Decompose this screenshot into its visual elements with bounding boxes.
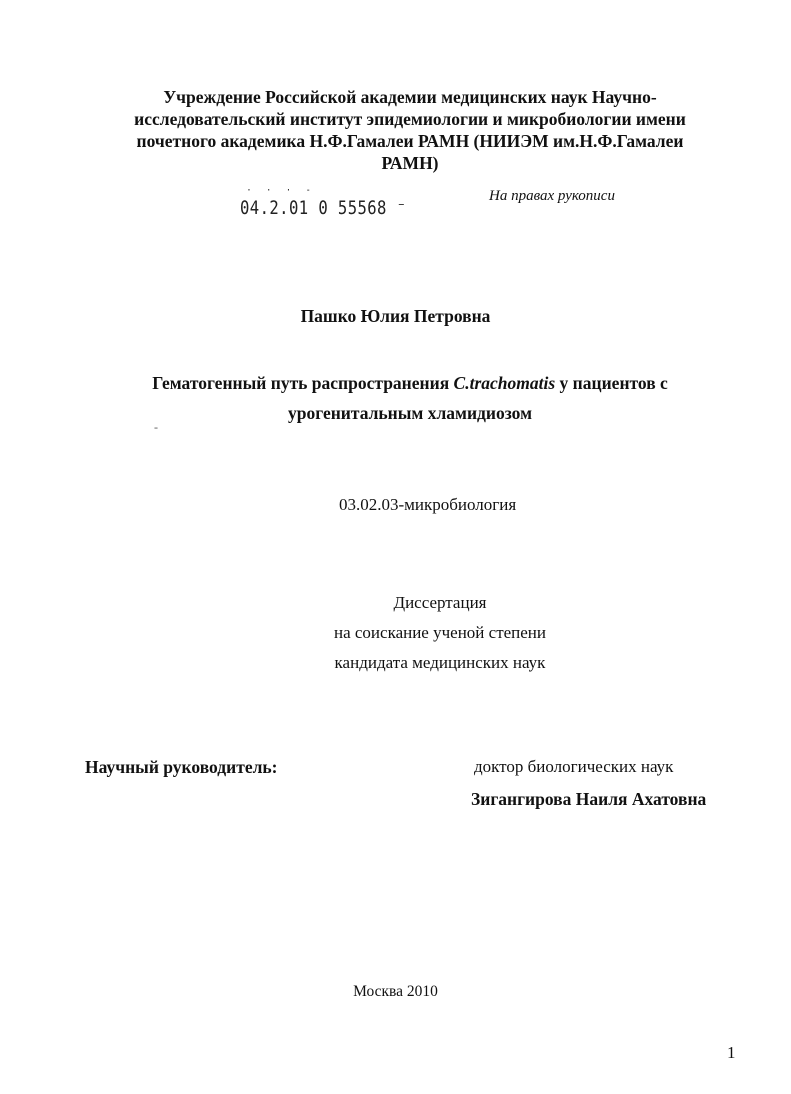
manuscript-rights: На правах рукописи — [489, 188, 615, 204]
institution-line-2: исследовательский институт эпидемиологии и микробиологии имени — [134, 109, 686, 129]
dissertation-degree — [280, 588, 600, 678]
scan-artifact: - — [154, 420, 158, 434]
title-suffix: у пациентов с — [555, 373, 668, 393]
page-number: 1 — [727, 1043, 736, 1062]
title-line-2: урогенитальным хламидиозом — [288, 403, 532, 423]
supervisor-label: Научный руководитель: — [85, 757, 278, 777]
dissertation-title — [90, 368, 730, 428]
specialty-code: 03.02.03-микробиология — [339, 495, 517, 514]
stamp-dash: ⁻ — [386, 197, 407, 219]
institution-line-4: РАМН) — [381, 153, 439, 173]
registration-number: 04.2.01 0 55568 — [240, 197, 387, 219]
dissertation-line-1: Диссертация — [393, 593, 487, 612]
institution-heading — [100, 86, 720, 174]
stamp-marks: · · · - — [246, 185, 316, 196]
institution-line-3: почетного академика Н.Ф.Гамалеи РАМН (НИИЭМ им.Н.Ф.Гамалеи — [136, 131, 684, 151]
city-year: Москва 2010 — [353, 983, 438, 1000]
title-prefix: Гематогенный путь распространения — [152, 373, 454, 393]
title-line-1 — [90, 368, 730, 398]
dissertation-line-2: на соискание ученой степени — [333, 623, 547, 642]
supervisor-name: Зигангирова Наиля Ахатовна — [471, 789, 707, 809]
supervisor-degree: доктор биологических наук — [474, 757, 674, 776]
title-species: C.trachomatis — [453, 373, 556, 393]
dissertation-line-3: кандидата медицинских наук — [334, 653, 546, 672]
institution-line-1: Учреждение Российской академии медицинских наук Научно- — [163, 87, 657, 107]
registration-stamp — [240, 185, 407, 219]
author-name: Пашко Юлия Петровна — [300, 306, 491, 326]
